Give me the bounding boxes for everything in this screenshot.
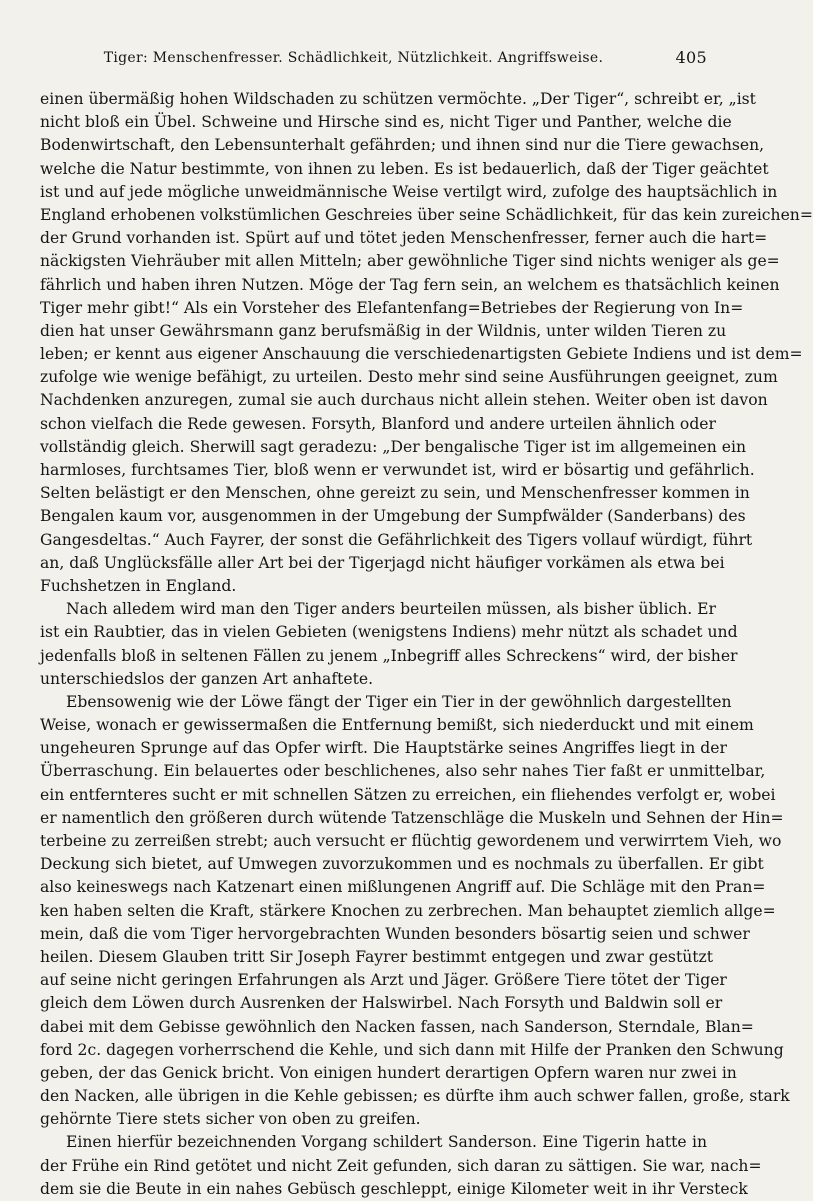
text-line: jedenfalls bloß in seltenen Fällen zu jenem „Inbegriff alles Schreckens“ wird, der bisher — [40, 646, 738, 665]
text-line: gleich dem Löwen durch Ausrenken der Halswirbel. Nach Forsyth und Baldwin soll er — [40, 994, 723, 1013]
text-line: Überraschung. Ein belauertes oder beschlichenes, also sehr nahes Tier faßt er unmittelbar, — [40, 762, 766, 781]
text-line: dien hat unser Gewährsmann ganz berufsmäßig in der Wildnis, unter wilden Tieren zu — [40, 321, 727, 340]
body-text — [40, 88, 813, 1201]
text-line: ist ein Raubtier, das in vielen Gebieten (wenigstens Indiens) mehr nützt als schadet und — [40, 623, 738, 642]
text-line: ist und auf jede mögliche unweidmännische Weise vertilgt wird, zufolge des hauptsächlich in — [40, 182, 778, 201]
text-line: heilen. Diesem Glauben tritt Sir Joseph Fayrer bestimmt entgegen und zwar gestützt — [40, 947, 713, 966]
text-line: dem sie die Beute in ein nahes Gebüsch geschleppt, einige Kilometer weit in ihr Versteck — [40, 1179, 748, 1198]
text-line: Einen hierfür bezeichnenden Vorgang schildert Sanderson. Eine Tigerin hatte in — [66, 1133, 707, 1152]
text-line: Fuchshetzen in England. — [40, 576, 237, 595]
text-line: ford 2c. dagegen vorherrschend die Kehle, und sich dann mit Hilfe der Pranken den Schwung — [40, 1040, 784, 1059]
text-line: leben; er kennt aus eigener Anschauung die verschiedenartigsten Gebiete Indiens und ist dem= — [40, 345, 803, 364]
text-line: welche die Natur bestimmte, von ihnen zu leben. Es ist bedauerlich, daß der Tiger geächtet — [40, 159, 769, 178]
paragraph — [40, 1131, 762, 1201]
text-line: Deckung sich bietet, auf Umwegen zuvorzukommen und es nochmals zu überfallen. Er gibt — [40, 855, 764, 874]
text-line: geben, der das Genick bricht. Von einigen hundert derartigen Opfern waren nur zwei in — [40, 1063, 737, 1082]
text-line: Nachdenken anzuregen, zumal sie auch durchaus nicht allein stehen. Weiter oben ist davon — [40, 391, 768, 410]
text-line: schon vielfach die Rede gewesen. Forsyth, Blanford und andere urteilen ähnlich oder — [40, 414, 716, 433]
text-line: näckigsten Viehräuber mit allen Mitteln; aber gewöhnliche Tiger sind nichts weniger als ge= — [40, 252, 780, 271]
text-line: harmloses, furchtsames Tier, bloß wenn er verwundet ist, wird er bösartig und gefährlich. — [40, 461, 755, 479]
text-line: den Nacken, alle übrigen in die Kehle gebissen; es dürfte ihm auch schwer fallen, große, stark — [40, 1087, 790, 1106]
text-line: Selten belästigt er den Menschen, ohne gereizt zu sein, und Menschenfresser kommen in — [40, 484, 750, 503]
text-line: unterschiedslos der ganzen Art anhaftete. — [40, 669, 374, 688]
text-line: Weise, wonach er gewissermaßen die Entfernung bemißt, sich niederduckt und mit einem — [40, 716, 754, 735]
text-line: der Grund vorhanden ist. Spürt auf und tötet jeden Menschenfresser, ferner auch die hart= — [40, 229, 768, 248]
text-line: Nach alledem wird man den Tiger anders beurteilen müssen, als bisher üblich. Er — [66, 600, 716, 619]
text-line: an, daß Unglücksfälle aller Art bei der Tigerjagd nicht häufiger vorkämen als etwa bei — [40, 553, 725, 572]
text-line: Bengalen kaum vor, ausgenommen in der Umgebung der Sumpfwälder (Sanderbans) des — [40, 507, 746, 526]
text-line: dabei mit dem Gebisse gewöhnlich den Nacken fassen, nach Sanderson, Sterndale, Blan= — [40, 1017, 754, 1036]
text-line: nicht bloß ein Übel. Schweine und Hirsche sind es, nicht Tiger und Panther, welche die — [40, 113, 732, 132]
page-number: 405 — [675, 48, 707, 67]
text-line: ken haben selten die Kraft, stärkere Knochen zu zerbrechen. Man behauptet ziemlich allge= — [40, 901, 776, 920]
text-line: Tiger mehr gibt!“ Als ein Vorsteher des Elefantenfang=Betriebes der Regierung von In= — [40, 298, 744, 317]
text-line: ein entfernteres sucht er mit schnellen Sätzen zu erreichen, ein fliehendes verfolgt er, wobei — [40, 785, 776, 804]
text-line: zufolge wie wenige befähigt, zu urteilen. Desto mehr sind seine Ausführungen geeignet, zum — [40, 368, 778, 387]
text-line: der Frühe ein Rind getötet und nicht Zeit gefunden, sich daran zu sättigen. Sie war, nach= — [40, 1156, 762, 1175]
text-line: gehörnte Tiere stets sicher von oben zu greifen. — [40, 1110, 421, 1129]
text-line: mein, daß die vom Tiger hervorgebrachten Wunden besonders bösartig seien und schwer — [40, 924, 750, 943]
text-line: vollständig gleich. Sherwill sagt geradezu: „Der bengalische Tiger ist im allgemeinen ein — [40, 437, 747, 456]
paragraph — [40, 598, 738, 691]
text-line: England erhobenen volkstümlichen Geschreies über seine Schädlichkeit, für das kein zureichen= — [40, 205, 813, 224]
paragraph — [40, 88, 813, 598]
text-line: ungeheuren Sprunge auf das Opfer wirft. Die Hauptstärke seines Angriffes liegt in der — [40, 739, 727, 758]
text-line: einen übermäßig hohen Wildschaden zu schützen vermöchte. „Der Tiger“, schreibt er, „ist — [40, 90, 756, 108]
text-line: Gangesdeltas.“ Auch Fayrer, der sonst die Gefährlichkeit des Tigers vollauf würdigt, führt — [40, 530, 753, 549]
running-title: Tiger: Menschenfresser. Schädlichkeit, Nützlichkeit. Angriffsweise. — [103, 50, 604, 66]
text-line: fährlich und haben ihren Nutzen. Möge der Tag fern sein, an welchem es thatsächlich keinen — [40, 275, 780, 294]
page-header — [40, 46, 707, 72]
text-line: auf seine nicht geringen Erfahrungen als Arzt und Jäger. Größere Tiere tötet der Tiger — [40, 971, 727, 990]
text-line: Ebensowenig wie der Löwe fängt der Tiger ein Tier in der gewöhnlich dargestellten — [66, 692, 732, 711]
paragraph — [40, 691, 790, 1132]
text-line: also keineswegs nach Katzenart einen mißlungenen Angriff auf. Die Schläge mit den Pran= — [40, 878, 766, 897]
text-line: Bodenwirtschaft, den Lebensunterhalt gefährden; und ihnen sind nur die Tiere gewachsen, — [40, 136, 765, 155]
text-line: terbeine zu zerreißen strebt; auch versucht er flüchtig gewordenem und verwirrtem Vieh, wo — [40, 832, 782, 850]
text-line: er namentlich den größeren durch wütende Tatzenschläge die Muskeln und Sehnen der Hin= — [40, 808, 784, 827]
